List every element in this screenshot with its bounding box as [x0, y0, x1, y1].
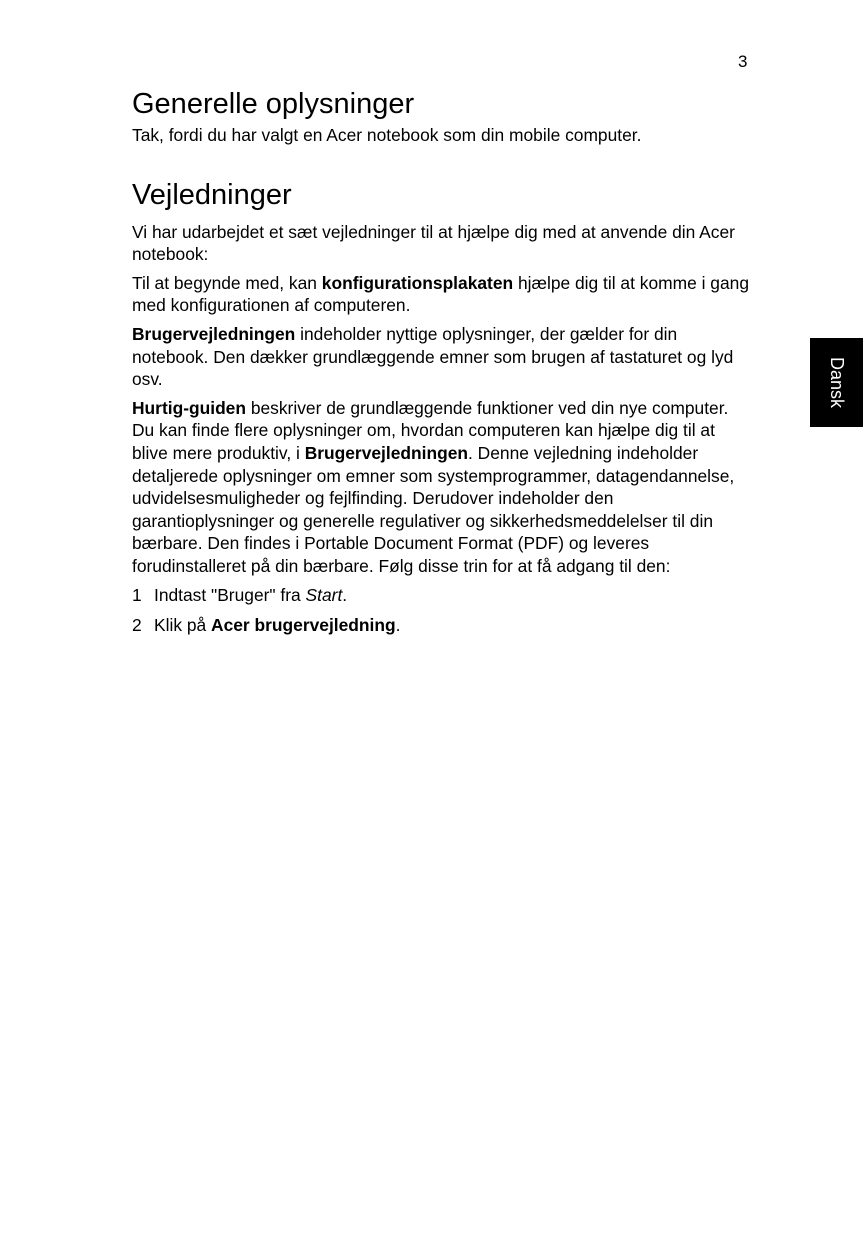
p4-text-mid: beskriver de grundlæggende funktioner ved din nye computer. Du kan finde flere oplysninger om, hvordan computeren kan hjælpe dig til at blive mere produktiv, i	[132, 397, 729, 463]
page-number: 3	[738, 52, 748, 71]
p4-bold-user-guide: Brugervejledningen	[304, 442, 468, 463]
step-2-text-after: .	[395, 615, 401, 636]
step-text	[154, 584, 347, 607]
p3-text-after: indeholder nyttige oplysninger, der gælder for din notebook. Den dækker grundlæggende emner som brugen af tastaturet og lyd osv.	[132, 323, 734, 390]
p4-text-after: . Denne vejledning indeholder detaljerede oplysninger om emner som systemprogrammer, datagendannelse, udvidelsesmuligheder og fejlfinding. Derudover indeholder den garantioplysninger og generelle regulativer og sikkerhedsmeddelelser til din bærbare. Den findes i Portable Document Format (PDF) og leveres forudinstalleret på din bærbare. Følg disse trin for at få adgang til den:	[132, 442, 735, 576]
step-text	[154, 614, 400, 637]
guides-paragraph-4	[132, 397, 752, 578]
p3-bold-user-guide: Brugervejledningen	[132, 323, 296, 344]
intro-paragraph: Tak, fordi du har valgt en Acer notebook som din mobile computer.	[132, 125, 642, 145]
step-1-text-before: Indtast "Bruger" fra	[154, 584, 306, 605]
steps-list	[132, 584, 752, 637]
step-item	[132, 614, 752, 637]
p2-text-before: Til at begynde med, kan	[132, 272, 322, 293]
step-1-italic-start: Start	[305, 584, 343, 605]
step-2-bold-acer-guide: Acer brugervejledning	[211, 615, 396, 636]
guides-paragraph-3	[132, 323, 752, 391]
language-tab-label: Dansk	[827, 356, 847, 409]
section-heading-guides: Vejledninger	[132, 178, 292, 211]
step-number: 2	[132, 615, 142, 636]
document-body	[132, 84, 752, 645]
guides-paragraph-2	[132, 272, 752, 317]
guides-paragraph-1: Vi har udarbejdet et sæt vejledninger til at hjælpe dig med at anvende din Acer notebook:	[132, 221, 735, 265]
language-tab	[810, 338, 863, 427]
p4-bold-quick-guide: Hurtig-guiden	[132, 397, 246, 418]
p2-bold-setup-poster: konfigurationsplakaten	[321, 272, 514, 293]
step-number: 1	[132, 584, 142, 605]
step-1-text-after: .	[342, 584, 348, 605]
p2-text-after: hjælpe dig til at komme i gang med konfigurationen af computeren.	[132, 272, 749, 316]
step-item	[132, 584, 752, 607]
step-2-text-before: Klik på	[154, 615, 212, 636]
section-heading-general-info: Generelle oplysninger	[132, 88, 415, 120]
